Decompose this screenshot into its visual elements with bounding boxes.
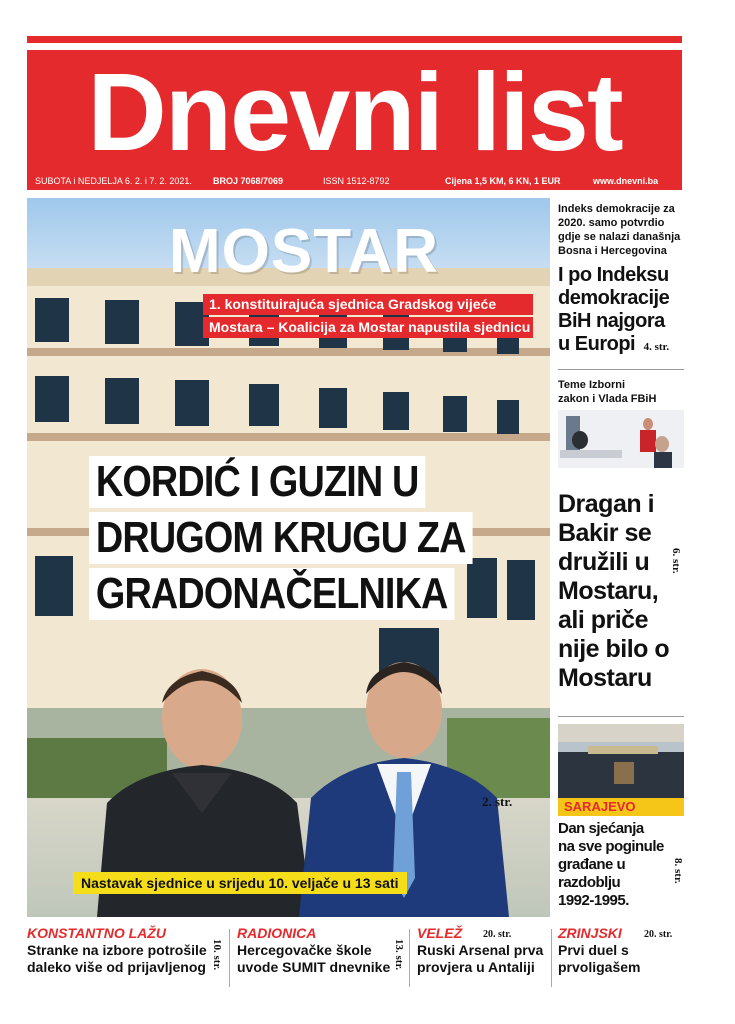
hero-subtitle-line: Mostara – Koalicija za Mostar napustila sjednicu: [203, 317, 533, 338]
issue-number: BROJ 7068/7069: [213, 176, 284, 186]
story-headline-line: u Europi: [558, 333, 636, 355]
story-headline-line: demokracije: [558, 287, 670, 309]
hero-subtitle: [203, 294, 533, 340]
teaser-text: Stranke na izbore potrošile: [27, 942, 207, 958]
hero-headline[interactable]: [89, 456, 509, 624]
story-headline-line: I po Indeksu: [558, 264, 669, 286]
column-divider: [558, 716, 684, 717]
story-headline-line: ali priče: [558, 606, 648, 634]
story-kicker: Indeks demokracije za 2020. samo potvrdio gdje se nalazi današnja Bosna i Hercegovina: [558, 203, 681, 257]
meeting-photo: [558, 410, 684, 468]
story-page-ref: 4. str.: [643, 341, 670, 353]
teaser-text: Hercegovačke škole: [237, 942, 372, 958]
story-headline-line: na sve poginule: [558, 838, 664, 855]
story-page-ref: 6. str.: [670, 548, 682, 574]
price: Cijena 1,5 KM, 6 KN, 1 EUR: [445, 176, 561, 186]
story-headline-line: Dan sjećanja: [558, 820, 644, 837]
hero-subtitle-line: 1. konstituirajuća sjednica Gradskog vijeće: [203, 294, 533, 315]
sidebar-story-remembrance[interactable]: [558, 724, 686, 916]
masthead-top-rule: [27, 36, 682, 43]
hero-headline-line: KORDIĆ I GUZIN U: [89, 456, 425, 508]
teaser-text: prvoligašem: [558, 959, 641, 975]
issue-date: SUBOTA i NEDJELJA 6. 2. i 7. 2. 2021.: [35, 176, 192, 186]
teaser-page-ref: 13. str.: [393, 939, 405, 971]
teaser-text: uvode SUMIT dnevnike: [237, 959, 391, 975]
teaser-velez[interactable]: [417, 925, 549, 991]
dateline: [27, 174, 682, 190]
memorial-photo: [558, 724, 684, 798]
hero-story[interactable]: [27, 198, 550, 917]
story-kicker: Teme Izborni zakon i Vlada FBiH: [558, 379, 657, 405]
teaser-text: daleko više od prijavljenog: [27, 959, 206, 975]
teaser-zrinjski[interactable]: [558, 925, 686, 991]
story-headline-line: građane u: [558, 856, 626, 873]
sidebar-story-politics[interactable]: [558, 378, 686, 713]
teaser-konstantno-lazu[interactable]: [27, 925, 223, 991]
teaser-kicker: ZRINJSKI: [558, 925, 622, 941]
story-headline-line: Dragan i: [558, 490, 655, 518]
teaser-text: Ruski Arsenal prva: [417, 942, 544, 958]
masthead: [27, 50, 682, 190]
newspaper-title[interactable]: Dnevni list: [87, 51, 622, 174]
hero-caption: Nastavak sjednice u srijedu 10. veljače u 13 sati: [73, 872, 407, 894]
hero-headline-line: DRUGOM KRUGU ZA: [89, 512, 472, 564]
teaser-text: provjera u Antaliji: [417, 959, 535, 975]
teaser-text: Prvi duel s: [558, 942, 629, 958]
sidebar-story-democracy-index[interactable]: [558, 202, 686, 356]
hero-kicker-title: MOSTAR: [169, 217, 440, 286]
teaser-page-ref: 20. str.: [644, 929, 673, 940]
story-headline-line: 1992-1995.: [558, 892, 629, 909]
hero-headline-line: GRADONAČELNIKA: [89, 568, 454, 620]
teaser-page-ref: 10. str.: [211, 939, 223, 971]
teaser-radionica[interactable]: [237, 925, 403, 991]
story-headline-line: nije bilo o: [558, 635, 670, 663]
website-link[interactable]: www.dnevni.ba: [593, 176, 659, 186]
story-headline-line: razdoblju: [558, 874, 621, 891]
story-page-ref: 8. str.: [672, 858, 684, 884]
teaser-kicker: VELEŽ: [417, 925, 463, 941]
teaser-divider: [229, 929, 230, 987]
issn: ISSN 1512-8792: [323, 176, 390, 186]
teaser-kicker: KONSTANTNO LAŽU: [27, 925, 166, 941]
teaser-divider: [551, 929, 552, 987]
teaser-kicker: RADIONICA: [237, 925, 317, 941]
story-headline-line: Bakir se: [558, 519, 652, 547]
story-headline-line: Mostaru,: [558, 577, 659, 605]
teaser-divider: [409, 929, 410, 987]
bottom-teasers: [27, 925, 687, 995]
story-headline-line: BiH najgora: [558, 310, 665, 332]
story-headline-line: Mostaru: [558, 664, 652, 692]
story-headline-line: družili u: [558, 548, 650, 576]
section-label-sarajevo: SARAJEVO: [558, 798, 684, 816]
hero-page-ref: 2. str.: [482, 794, 513, 809]
column-divider: [558, 369, 684, 370]
teaser-page-ref: 20. str.: [483, 929, 512, 940]
